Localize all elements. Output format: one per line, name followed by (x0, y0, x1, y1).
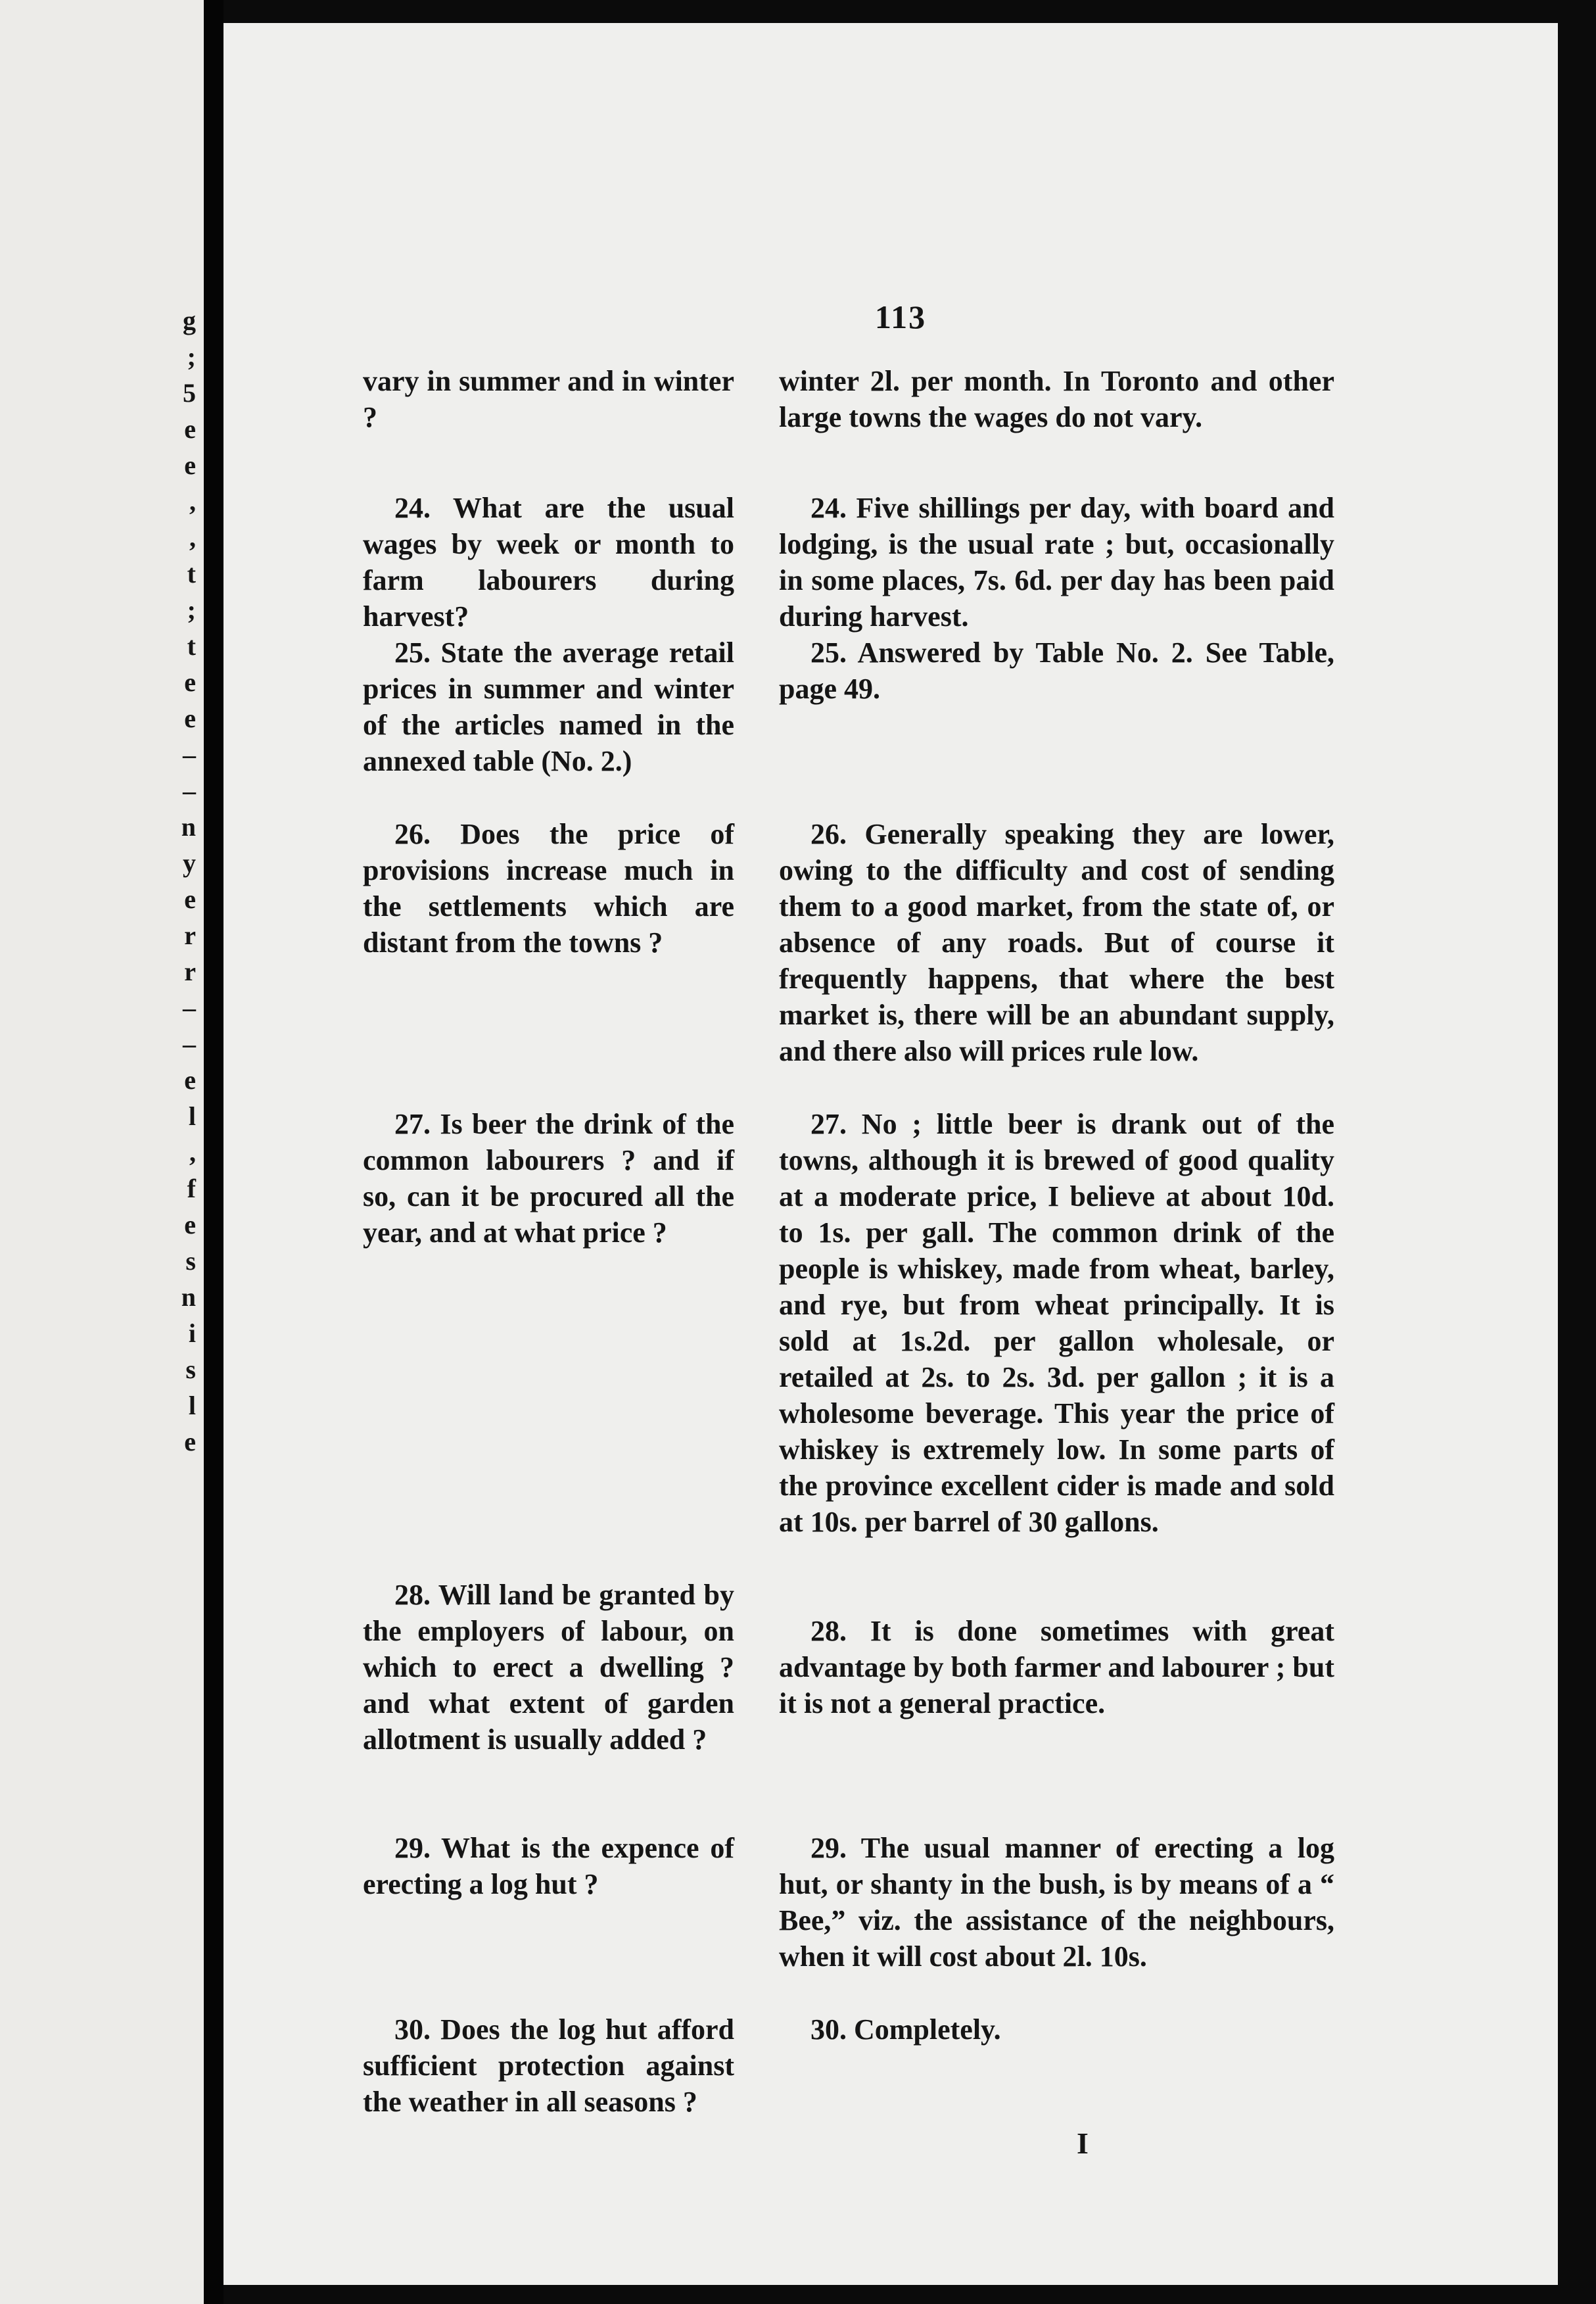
answer-text: 29. The usual manner of erecting a log hut, or shanty in the bush, is by means of a “ Bee,” viz. the assistance of the neighbours, when it will cost about 2l. 10s. (779, 1832, 1334, 1973)
edge-letter: ; (187, 342, 196, 372)
edge-letter: f (187, 1174, 196, 1203)
answer-text: 28. It is done sometimes with great advantage by both farmer and labourer ; but it is not a general practice. (779, 1615, 1334, 1719)
edge-letter: l (188, 1101, 196, 1131)
question-number: 26. (394, 818, 431, 850)
answer-number: 27. (810, 1108, 847, 1140)
edge-letter: ; (187, 595, 196, 625)
edge-letter: e (184, 1427, 196, 1456)
question-number: 30. (394, 2013, 431, 2046)
edge-letter: s (185, 1355, 196, 1384)
answer-text: 24. Five shillings per day, with board and lodging, is the usual rate ; but, occasionally in some places, 7s. 6d. per day has been paid during harvest. (779, 492, 1335, 633)
answer-text: 26. Generally speaking they are lower, owing to the difficulty and cost of sending them to a good market, from the state of, or absence of any roads. But of course it frequently happens, that where the best market is, there will be an abundant supply, and there also will prices rule low. (779, 818, 1334, 1067)
question-text: 27. Is beer the drink of the common labourers ? and if so, can it be procured all the year, and at what price ? (363, 1108, 735, 1249)
edge-letter: g (183, 306, 196, 335)
edge-letter: e (184, 1210, 196, 1239)
answer-text: 27. No ; little beer is drank out of the towns, although it is brewed of good quality at a moderate price, I believe at about 10d. to 1s. per gall. The common drink of the people is whiskey, made from wheat, barley, and rye, but from wheat principally. It is sold at 1s.2d. per gallon wholesale, or retailed at 2s. to 2s. 3d. per gallon ; it is a wholesome beverage. This year the price of whiskey is extremely low. In some parts of the province excellent cider is made and sold at 10s. per barrel of 30 gallons. (779, 1108, 1335, 1538)
answer-number: 26. (810, 818, 847, 850)
edge-letter: , (189, 523, 196, 552)
answer-text: 25. Answered by Table No. 2. See Table, page 49. (779, 636, 1334, 705)
signature-mark: I (1077, 2126, 1089, 2160)
answer-number: 25. (810, 636, 847, 669)
edge-letter: – (183, 993, 196, 1022)
answer-number: 28. (810, 1615, 847, 1647)
edge-letter: e (184, 1065, 196, 1095)
edge-letter: – (183, 740, 196, 769)
edge-letter: 5 (183, 378, 196, 408)
answer-text: 30. Completely. (779, 2011, 1334, 2048)
edge-letter: r (184, 921, 196, 950)
question-number: 25. (394, 636, 431, 669)
book-binding-gutter (204, 0, 223, 2304)
question-text: 29. What is the expence of erecting a log hut ? (363, 1832, 734, 1900)
edge-letter: e (184, 704, 196, 733)
edge-letter: e (184, 450, 196, 480)
question-text: 28. Will land be granted by the employers of labour, on which to erect a dwelling ? and what extent of garden allotment is usually added ? (363, 1579, 734, 1756)
page-number: 113 (874, 299, 927, 335)
edge-letter: e (184, 884, 196, 914)
edge-letter: t (187, 631, 196, 661)
book-page (223, 23, 1558, 2285)
edge-letter: , (189, 1138, 196, 1167)
question-text: 26. Does the price of provisions increase much in the settlements which are distant from the towns ? (363, 818, 735, 959)
edge-letter: s (185, 1246, 196, 1276)
question-number: 27. (394, 1108, 431, 1140)
facing-page-edge (0, 0, 204, 2304)
edge-letter: , (189, 487, 196, 516)
question-text: 24. What are the usual wages by week or month to farm labourers during harvest? (363, 492, 734, 633)
answer-number: 24. (810, 492, 847, 524)
edge-letter: t (187, 559, 196, 588)
question-number: 29. (394, 1832, 431, 1864)
edge-letter: r (184, 957, 196, 986)
edge-letter: – (183, 776, 196, 805)
edge-letter: – (183, 1029, 196, 1059)
question-text: 25. State the average retail prices in summer and winter of the articles named in the annexed table (No. 2.) (363, 636, 734, 777)
answer-text: winter 2l. per month. In Toronto and other large towns the wages do not vary. (779, 365, 1334, 433)
question-number: 24. (394, 492, 431, 524)
edge-letter: e (184, 414, 196, 444)
answer-number: 30. (810, 2013, 847, 2046)
answer-number: 29. (810, 1832, 847, 1864)
edge-letter: n (181, 812, 196, 842)
edge-letter: e (184, 667, 196, 697)
edge-letter: y (183, 848, 196, 878)
edge-letter: n (181, 1282, 196, 1312)
question-text: vary in summer and in winter ? (363, 365, 734, 433)
edge-letter: l (188, 1391, 196, 1420)
edge-letter: i (188, 1318, 196, 1348)
question-text: 30. Does the log hut afford sufficient protection against the weather in all seasons ? (363, 2013, 735, 2118)
question-number: 28. (394, 1579, 431, 1611)
facing-page-letters (170, 302, 196, 1460)
